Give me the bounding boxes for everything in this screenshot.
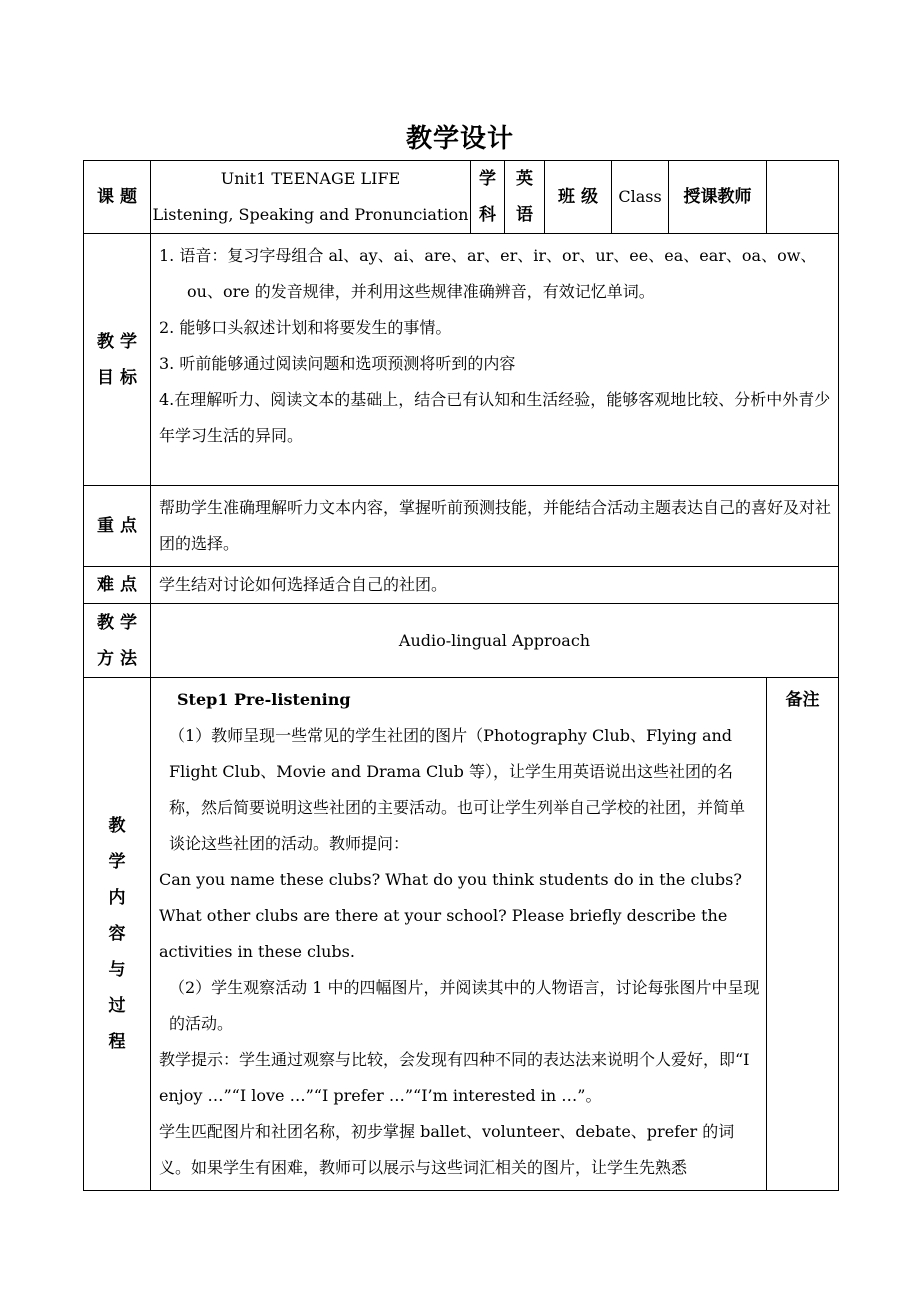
objective-line: 2. 能够口头叙述计划和将要发生的事情。 [159, 318, 452, 337]
process-row [84, 678, 839, 1191]
process-paragraph: 教学提示：学生通过观察与比较，会发现有四种不同的表达法来说明个人爱好，即“I enjoy …”“I love …”“I prefer …”“I’m interested in …”。 [159, 1050, 750, 1105]
teacher-label: 授课教师 [669, 161, 767, 234]
subject-value-char: 英 [516, 169, 533, 189]
unit-title-line1: Unit1 TEENAGE LIFE [220, 169, 401, 188]
lesson-plan-table [83, 160, 839, 1191]
process-paragraph: （2）学生观察活动 1 中的四幅图片，并阅读其中的人物语言，讨论每张图片中呈现的活动。 [169, 978, 760, 1033]
process-paragraph: Can you name these clubs? What do you think students do in the clubs? What other clubs are there at your school? Please briefly describe the activities in these clubs. [159, 870, 742, 961]
method-label-line: 教 学 [97, 612, 137, 633]
process-paragraph: （1）教师呈现一些常见的学生社团的图片（Photography Club、Flying and Flight Club、Movie and Drama Club 等），让学生用英语说出这些社团的名称，然后简要说明这些社团的主要活动。也可让学生列举自己学校的社团，并简单谈论这些社团的活动。教师提问： [169, 726, 746, 853]
page-title: 教学设计 [405, 124, 514, 154]
objective-line: ou、ore 的发音规律，并利用这些规律准确辨音，有效记忆单词。 [187, 282, 655, 301]
difficulties-row [84, 567, 839, 604]
teacher-value [767, 161, 839, 234]
objectives-content [151, 234, 839, 486]
subject-label-char: 学 [479, 169, 496, 189]
difficulties-label: 难 点 [84, 567, 151, 604]
objectives-row [84, 234, 839, 486]
process-label-char: 容 [108, 924, 126, 944]
method-label [84, 604, 151, 678]
class-label: 班 级 [545, 161, 612, 234]
topic-label: 课 题 [84, 161, 151, 234]
key-points-text: 帮助学生准确理解听力文本内容，掌握听前预测技能，并能结合活动主题表达自己的喜好及对社团的选择。 [151, 486, 839, 567]
process-content [151, 678, 767, 1191]
method-row [84, 604, 839, 678]
process-label-char: 与 [108, 960, 126, 980]
subject-label-char: 科 [479, 205, 496, 225]
objectives-label-line: 教 学 [97, 331, 137, 352]
key-points-row [84, 486, 839, 567]
class-value: Class [612, 161, 669, 234]
process-label [84, 678, 151, 1191]
objective-line: 4.在理解听力、阅读文本的基础上，结合已有认知和生活经验，能够客观地比较、分析中外青少年学习生活的异同。 [159, 390, 831, 445]
process-label-char: 内 [108, 888, 126, 908]
process-label-char: 教 [108, 816, 126, 836]
step-title: Step1 Pre-listening [177, 690, 351, 709]
objective-line: 1. 语音：复习字母组合 al、ay、ai、are、ar、er、ir、or、ur、ee、ea、ear、oa、ow、 [159, 246, 817, 265]
unit-title-line2: Listening, Speaking and Pronunciation [152, 205, 469, 224]
process-label-char: 学 [108, 852, 126, 872]
process-label-char: 过 [108, 996, 126, 1016]
process-label-char: 程 [108, 1032, 126, 1052]
unit-title-cell [151, 161, 471, 234]
note-label: 备注 [767, 678, 839, 1191]
subject-value-char: 语 [516, 205, 533, 225]
difficulties-text: 学生结对讨论如何选择适合自己的社团。 [151, 567, 839, 604]
objectives-label-line: 目 标 [97, 367, 137, 388]
subject-label [471, 161, 505, 234]
key-points-label: 重 点 [84, 486, 151, 567]
method-label-line: 方 法 [97, 648, 137, 669]
subject-value [505, 161, 545, 234]
objectives-label [84, 234, 151, 486]
process-paragraph: 学生匹配图片和社团名称，初步掌握 ballet、volunteer、debate、prefer 的词义。如果学生有困难，教师可以展示与这些词汇相关的图片，让学生先熟悉 [159, 1122, 735, 1177]
objective-line: 3. 听前能够通过阅读问题和选项预测将听到的内容 [159, 354, 516, 373]
header-row [84, 161, 839, 234]
method-text: Audio-lingual Approach [151, 604, 839, 678]
